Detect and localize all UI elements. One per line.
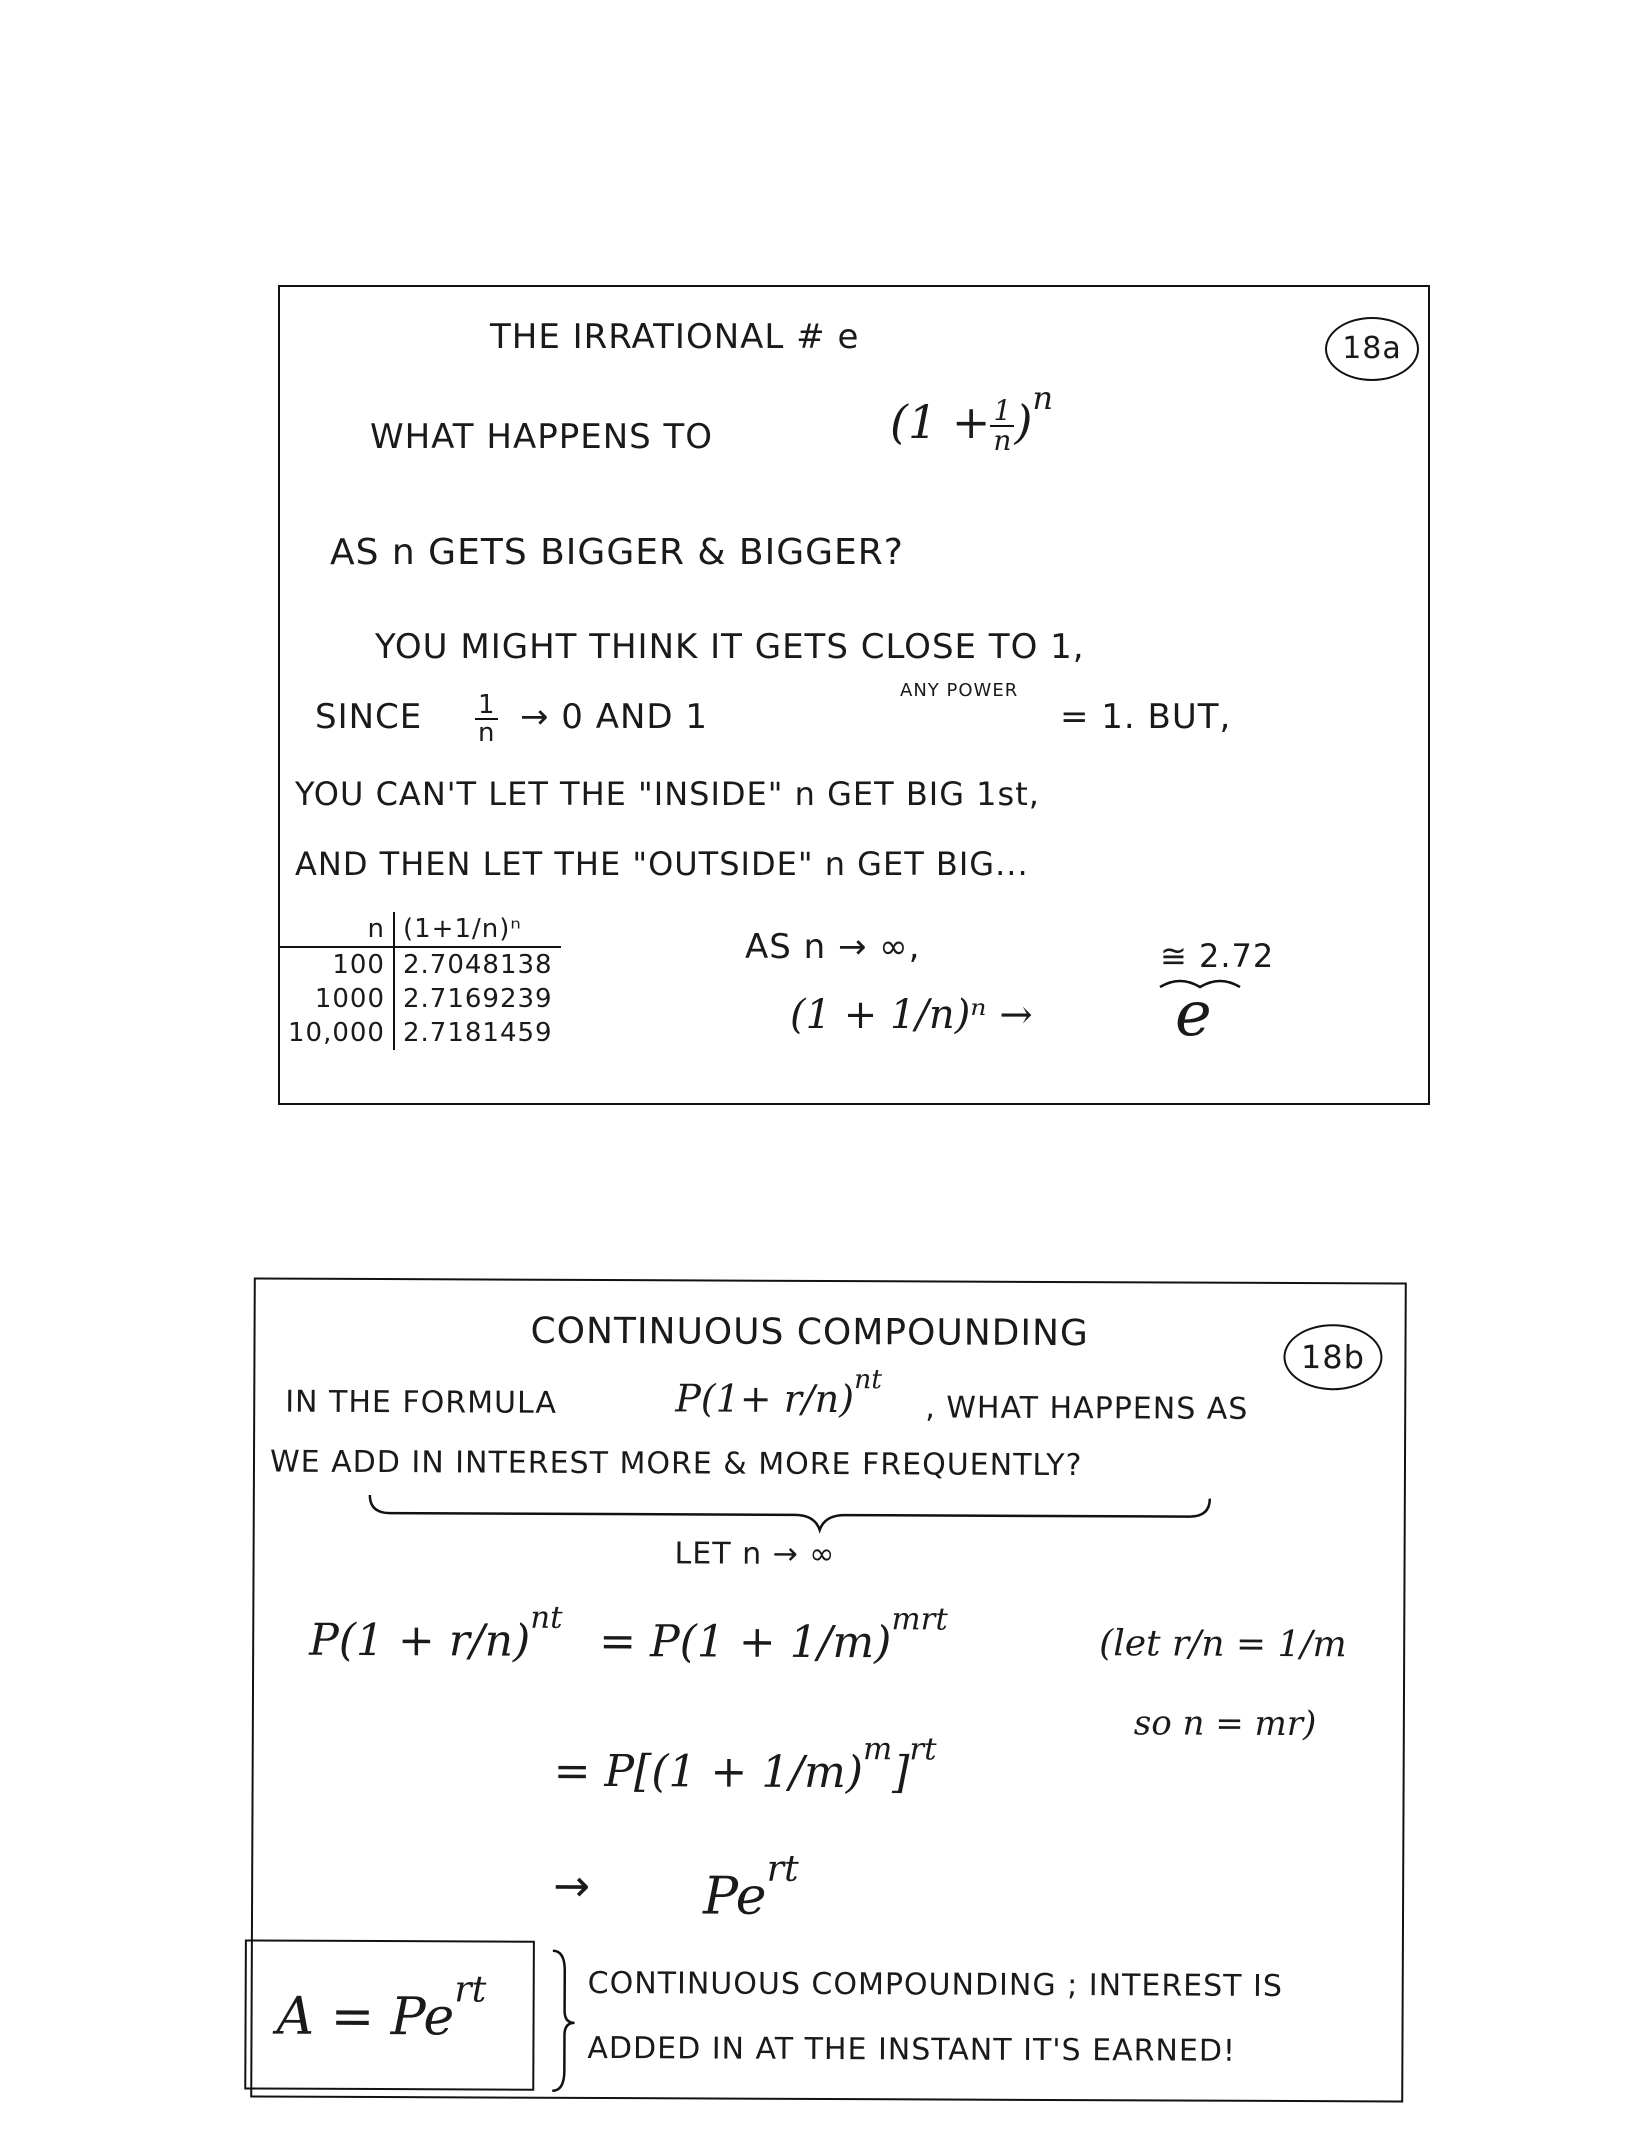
card-a-question-line1: WHAT HAPPENS TO (370, 417, 714, 457)
card-a-line6: AND THEN LET THE "OUTSIDE" n GET BIG... (295, 845, 1029, 883)
since-frac-den: n (478, 718, 495, 748)
card-b-note2: ADDED IN AT THE INSTANT IT'S EARNED! (587, 2030, 1237, 2069)
frac-num: 1 (990, 397, 1014, 427)
table-cell-n: 1000 (280, 982, 394, 1016)
card-b-line2: WE ADD IN INTEREST MORE & MORE FREQUENTLY? (269, 1444, 1083, 1484)
card-b-aside2: so n = mr) (1133, 1703, 1317, 1745)
table-cell-value: 2.7181459 (402, 1018, 553, 1048)
line1-formula-text: P(1+ r/n) (675, 1376, 855, 1422)
card-b-eq3-arrow: → (553, 1860, 592, 1912)
table-cell-n: 10,000 (280, 1016, 394, 1050)
eq1-left-exp: nt (530, 1599, 563, 1637)
card-a-title: THE IRRATIONAL # e (490, 317, 860, 357)
card-a-approx: ≅ 2.72 (1160, 937, 1275, 975)
card-b-line1-b: , WHAT HAPPENS AS (925, 1390, 1249, 1427)
card-b-title: CONTINUOUS COMPOUNDING (530, 1310, 1089, 1355)
table-cell-n: 100 (280, 947, 394, 982)
line1-formula-exp: nt (854, 1364, 883, 1396)
eq2-exp: rt (909, 1731, 937, 1768)
card-a-limit-text: AS n → ∞, (745, 927, 921, 967)
expr-exponent: n (1032, 379, 1054, 418)
card-18a (278, 285, 1430, 1105)
eq2-text: = P[(1 + 1/m) (553, 1745, 864, 1799)
card-b-line1-a: IN THE FORMULA (285, 1384, 558, 1421)
table-header-expr: (1+1/n)ⁿ (394, 912, 561, 947)
card-a-question-line2: AS n GETS BIGGER & BIGGER? (330, 532, 904, 573)
card-a-since-label: SINCE (315, 697, 423, 737)
card-a-since-mid: → 0 AND 1 (520, 697, 709, 737)
card-18b (250, 1277, 1407, 2102)
eq2-inner-exp: m (863, 1731, 893, 1768)
e-brace-decoration (280, 287, 1432, 1107)
frac-den: n (993, 424, 1012, 457)
card-a-limit-expr: (1 + 1/n)ⁿ → (790, 992, 1033, 1038)
card-b-note1: CONTINUOUS COMPOUNDING ; INTEREST IS (587, 1965, 1284, 2004)
eq1-right-exp: mrt (891, 1601, 948, 1638)
eq2-close: ] (892, 1747, 910, 1799)
table-cell-value: 2.7169239 (402, 984, 553, 1014)
card-a-expression: (1 + $\frac{1}{n}$ )$^n$ (890, 379, 1054, 457)
card-a-e-symbol: e (1175, 977, 1212, 1050)
eq1-right-text: = P(1 + 1/m) (599, 1615, 892, 1669)
card-a-since-end: = 1. BUT, (1060, 697, 1232, 737)
boxed-formula-exp: rt (454, 1967, 487, 2011)
expr-one: 1 + (907, 395, 991, 449)
card-a-line5: YOU CAN'T LET THE "INSIDE" n GET BIG 1st, (295, 775, 1040, 813)
card-b-number-badge: 18b (1283, 1324, 1382, 1390)
boxed-formula-text: A = Pe (276, 1986, 455, 2048)
eq1-left-text: P(1 + r/n) (309, 1614, 531, 1667)
eq3-text: Pe (702, 1866, 767, 1927)
table-cell-value: 2.7048138 (402, 950, 553, 980)
since-frac-num: 1 (475, 692, 498, 720)
card-a-any-power: ANY POWER (900, 680, 1019, 701)
table-header-n: n (280, 912, 394, 947)
card-b-let-line: LET n → ∞ (674, 1536, 836, 1573)
card-b-aside1: (let r/n = 1/m (1099, 1623, 1347, 1666)
card-a-line3: YOU MIGHT THINK IT GETS CLOSE TO 1, (375, 627, 1085, 667)
card-a-number-badge: 18a (1325, 317, 1419, 381)
eq3-exp: rt (766, 1846, 799, 1891)
